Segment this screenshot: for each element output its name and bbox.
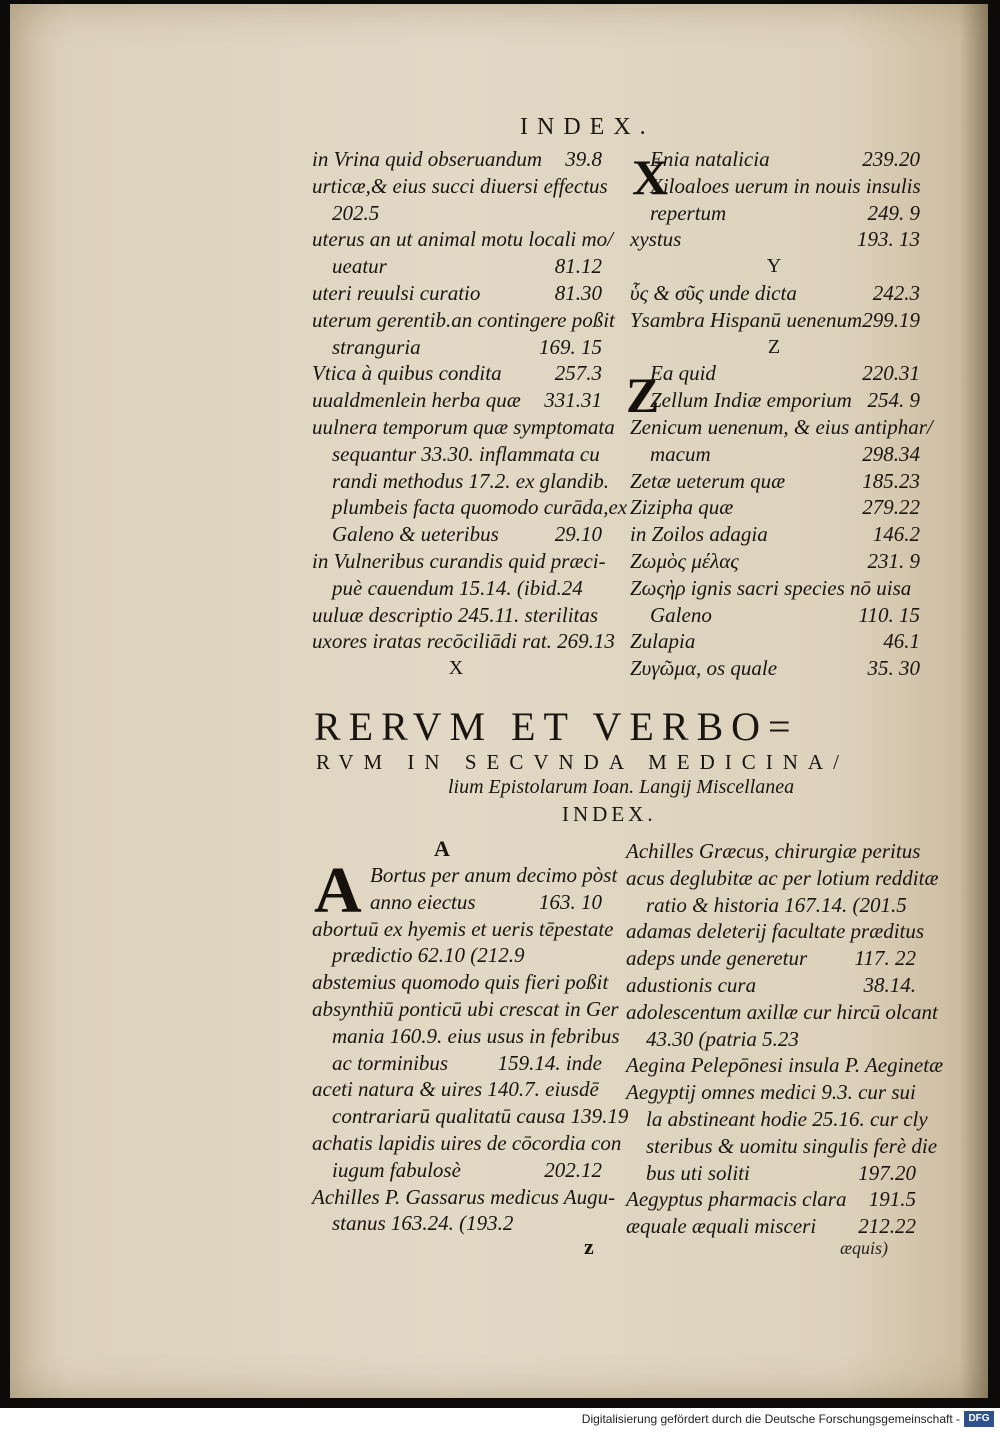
index-entry: [312, 889, 602, 916]
index-entry-page-ref: 46.1: [883, 629, 920, 654]
index-entry: [626, 1079, 916, 1106]
index-column-bottom-left: [312, 862, 629, 1237]
index-entry-text: Zulapia: [630, 629, 696, 654]
index-entry-text: urticæ,& eius succi diuersi effectus: [312, 173, 608, 198]
footer-bar: [0, 1408, 1000, 1432]
initial-letter-z: Z: [626, 367, 660, 423]
index-entry-text: uterum gerentib.an contingere poßit: [312, 307, 615, 332]
index-entry-page-ref: 242.3: [872, 280, 920, 305]
index-entry-text: Y: [766, 255, 784, 278]
section-letter-a: A: [434, 836, 450, 861]
index-entry-page-ref: 298.34: [862, 441, 920, 466]
index-entry: [312, 387, 602, 414]
index-entry-text: uteri reuulsi curatio: [312, 280, 481, 305]
index-entry: [630, 173, 920, 200]
index-entry: [626, 945, 916, 972]
index-entry: [312, 360, 602, 387]
index-entry: [626, 972, 916, 999]
index-entry-text: Bortus per anum decimo pòst: [370, 863, 618, 887]
index-entry-text: absynthiū ponticū ubi crescat in Ger: [312, 996, 619, 1021]
index-entry: [312, 1050, 602, 1077]
index-entry: [312, 1023, 620, 1050]
index-entry: [312, 942, 602, 969]
index-entry-text: adolescentum axillæ cur hircū olcant: [626, 999, 938, 1024]
index-entry-text: X: [448, 657, 466, 680]
index-entry-text: puè cauendum 15.14. (ibid.24: [332, 575, 583, 600]
index-entry: [626, 838, 921, 865]
index-entry-text: Ysambra Hispanū uenenum: [630, 307, 863, 332]
index-entry-text: adeps unde generetur: [626, 946, 808, 971]
index-entry-page-ref: 220.31: [862, 361, 920, 386]
index-letter-heading: [312, 655, 602, 682]
index-entry-page-ref: 191.5: [868, 1187, 916, 1212]
section-title-line-3: lium Epistolarum Ioan. Langij Miscellanea: [448, 776, 795, 798]
index-entry: [626, 999, 938, 1026]
index-entry-page-ref: 146.2: [872, 522, 920, 547]
index-entry-text: Vtica à quibus condita: [312, 361, 502, 386]
catchword: æquis): [840, 1238, 889, 1258]
index-entry-page-ref: 193. 13: [857, 227, 920, 252]
index-entry-text: bus uti soliti: [646, 1160, 750, 1185]
index-column-bottom-right: [626, 838, 944, 1240]
index-entry-page-ref: 279.22: [862, 495, 920, 520]
index-entry: [630, 387, 920, 414]
index-entry-text: ac torminibus: [332, 1050, 449, 1075]
index-entry: [312, 200, 602, 227]
index-entry: [312, 916, 614, 943]
index-entry-text: Ζωςὴρ ignis sacri species nō uisa: [630, 575, 912, 600]
index-entry-text: Galeno: [650, 602, 712, 627]
index-entry-text: 43.30 (patria 5.23: [646, 1026, 799, 1051]
index-letter-heading: [630, 334, 920, 361]
index-entry-text: acus deglubitæ ac per lotium redditæ: [626, 865, 939, 890]
index-entry: [312, 441, 602, 468]
index-entry: [626, 918, 925, 945]
index-entry: [630, 628, 920, 655]
index-entry-text: iugum fabulosè: [332, 1157, 461, 1182]
index-entry: [630, 441, 920, 468]
index-entry-text: Ea quid: [650, 361, 716, 386]
index-entry: [312, 307, 615, 334]
index-entry-page-ref: 231. 9: [867, 548, 920, 573]
index-entry: [630, 226, 920, 253]
index-entry-text: prædictio 62.10 (212.9: [332, 943, 525, 968]
index-entry-text: uterus an ut animal motu locali mo/: [312, 227, 613, 252]
index-entry-page-ref: 110. 15: [858, 602, 920, 627]
index-entry-text: Zenicum uenenum, & eius antiphar/: [630, 414, 933, 439]
index-entry-page-ref: 163. 10: [539, 889, 602, 914]
index-entry-text: Zellum Indiæ emporium: [650, 388, 852, 413]
index-entry-text: æquale æquali misceri: [626, 1214, 817, 1239]
index-entry: [630, 521, 920, 548]
index-entry: [312, 1157, 602, 1184]
index-entry-page-ref: 35. 30: [867, 656, 920, 681]
index-entry: [626, 1052, 944, 1079]
index-entry-text: steribus & uomitu singulis ferè die: [646, 1133, 938, 1158]
index-entry-page-ref: 197.20: [858, 1160, 916, 1185]
index-entry: [312, 253, 602, 280]
index-entry-page-ref: 38.14.: [863, 972, 916, 997]
index-entry-page-ref: 202.12: [544, 1157, 602, 1182]
index-entry-text: achatis lapidis uires de cōcordia con: [312, 1130, 622, 1155]
index-entry-text: ὗς & σῦς unde dicta: [630, 280, 797, 305]
index-entry-text: stranguria: [332, 334, 421, 359]
signature-mark: z: [584, 1234, 594, 1259]
index-entry: [630, 414, 933, 441]
index-entry-text: xystus: [630, 227, 682, 252]
index-entry-page-ref: 212.22: [858, 1214, 916, 1239]
index-entry: [626, 1213, 916, 1240]
index-entry: [312, 521, 602, 548]
index-entry: [312, 1130, 622, 1157]
index-entry: [626, 1160, 916, 1187]
index-entry-text: uxores iratas recōciliādi rat. 269.13: [312, 629, 615, 654]
index-entry: [312, 494, 628, 521]
footer-credit: Digitalisierung gefördert durch die Deutsche Forschungsgemeinschaft -: [581, 1412, 960, 1426]
index-entry: [626, 1133, 938, 1160]
index-entry-page-ref: 299.19: [862, 307, 920, 332]
index-entry: [312, 575, 602, 602]
index-entry: [630, 307, 920, 334]
index-entry: [630, 146, 920, 173]
index-entry-text: Aegina Pelepōnesi insula P. Aeginetæ: [626, 1053, 944, 1078]
index-letter-heading: [630, 253, 920, 280]
index-entry: [630, 602, 920, 629]
index-entry: [312, 602, 602, 629]
index-entry: [312, 226, 613, 253]
index-entry-text: la abstineant hodie 25.16. cur cly: [646, 1106, 928, 1131]
index-entry: [630, 494, 920, 521]
index-entry-text: Zetæ ueterum quæ: [630, 468, 786, 493]
index-entry-text: repertum: [650, 200, 727, 225]
index-entry-text: in Vrina quid obseruandum: [312, 147, 543, 171]
page-spine-shadow: [960, 4, 988, 1398]
index-entry-text: uualdmenlein herba quæ: [312, 388, 521, 413]
index-entry: [312, 173, 608, 200]
section-title-line-4: INDEX.: [562, 802, 657, 826]
index-entry: [630, 655, 920, 682]
index-entry-text: in Zoilos adagia: [630, 522, 768, 547]
index-entry-page-ref: 169. 15: [539, 334, 602, 359]
index-entry: [312, 862, 618, 889]
index-entry-page-ref: 257.3: [554, 361, 602, 386]
index-entry-text: Ζυγῶμα, os quale: [630, 656, 778, 681]
index-entry: [626, 1026, 916, 1053]
index-entry-text: plumbeis facta quomodo curāda,ex: [332, 495, 628, 520]
index-entry-text: abstemius quomodo quis fieri poßit: [312, 970, 609, 995]
index-entry: [312, 1210, 602, 1237]
index-entry-page-ref: 117. 22: [854, 946, 916, 971]
index-entry: [626, 1106, 928, 1133]
index-column-top-right: [630, 146, 933, 682]
index-entry-page-ref: 254. 9: [867, 388, 920, 413]
index-entry-text: Enia natalicia: [650, 147, 770, 171]
index-entry-text: contrariarū qualitatū causa 139.19: [332, 1104, 629, 1129]
section-title-line-1: RERVM ET VERBO=: [314, 704, 799, 749]
index-entry-text: randi methodus 17.2. ex glandib.: [332, 468, 610, 493]
index-entry-text: mania 160.9. eius usus in febribus: [332, 1023, 620, 1048]
index-entry-page-ref: 249. 9: [867, 200, 920, 225]
index-entry: [312, 1076, 602, 1103]
index-entry-text: Xiloaloes uerum in nouis insulis: [650, 173, 921, 198]
index-entry-text: 202.5: [332, 200, 380, 225]
section-title-line-2: RVM IN SECVNDA MEDICINA/: [316, 750, 849, 774]
initial-letter-x: X: [632, 149, 669, 205]
index-entry-text: Achilles P. Gassarus medicus Augu-: [312, 1184, 616, 1209]
index-entry-text: stanus 163.24. (193.2: [332, 1211, 514, 1236]
index-entry: [630, 468, 920, 495]
index-entry-page-ref: 239.20: [862, 147, 920, 171]
index-entry-text: adamas deleterij facultate præditus: [626, 919, 925, 944]
initial-letter-a: A: [314, 854, 362, 927]
index-entry: [626, 865, 939, 892]
index-entry: [630, 200, 920, 227]
index-entry: [312, 334, 602, 361]
index-entry: [312, 146, 602, 173]
index-entry-page-ref: 159.14. inde: [497, 1050, 602, 1075]
index-entry: [312, 969, 609, 996]
index-entry-text: Z: [767, 335, 783, 358]
index-entry: [312, 414, 615, 441]
index-entry: [626, 892, 916, 919]
index-entry-text: uulnera temporum quæ symptomata: [312, 414, 615, 439]
index-entry-text: in Vulneribus curandis quid præci-: [312, 548, 606, 573]
index-entry-page-ref: 331.31: [544, 388, 602, 413]
index-entry: [312, 468, 610, 495]
index-entry-page-ref: 185.23: [862, 468, 920, 493]
index-entry-text: anno eiectus: [370, 889, 476, 914]
index-entry-text: sequantur 33.30. inflammata cu: [332, 441, 600, 466]
index-entry-text: ratio & historia 167.14. (201.5: [646, 892, 907, 917]
index-entry-text: Galeno & ueteribus: [332, 522, 499, 547]
dfg-logo: DFG: [964, 1411, 994, 1427]
running-head: INDEX.: [520, 114, 655, 140]
index-column-top-left: [312, 146, 628, 682]
index-entry: [630, 280, 920, 307]
index-entry-text: aceti natura & uires 140.7. eiusdē: [312, 1077, 599, 1102]
index-entry: [312, 548, 606, 575]
index-entry: [626, 1186, 916, 1213]
index-entry: [630, 575, 920, 602]
index-entry: [312, 996, 619, 1023]
index-entry-text: ueatur: [332, 254, 387, 279]
index-entry: [630, 360, 920, 387]
index-entry-text: Ζωμὸς μέλας: [630, 548, 739, 573]
index-entry-page-ref: 81.30: [554, 280, 602, 305]
index-entry-text: Zizipha quæ: [630, 495, 734, 520]
index-entry-text: abortuū ex hyemis et ueris tēpestate: [312, 916, 614, 941]
index-entry-page-ref: 81.12: [554, 254, 602, 279]
index-entry: [312, 1184, 616, 1211]
index-entry: [312, 1103, 629, 1130]
index-entry-text: Achilles Græcus, chirurgiæ peritus: [626, 839, 921, 863]
index-entry: [630, 548, 920, 575]
index-entry-text: uuluæ descriptio 245.11. sterilitas: [312, 602, 599, 627]
index-entry-page-ref: 39.8: [565, 147, 602, 171]
index-entry-text: adustionis cura: [626, 972, 757, 997]
index-entry-text: macum: [650, 441, 711, 466]
index-entry-text: Aegyptij omnes medici 9.3. cur sui: [626, 1080, 916, 1105]
index-entry: [312, 280, 602, 307]
index-entry: [312, 628, 615, 655]
index-entry-text: Aegyptus pharmacis clara: [626, 1187, 847, 1212]
index-entry-page-ref: 29.10: [554, 522, 602, 547]
